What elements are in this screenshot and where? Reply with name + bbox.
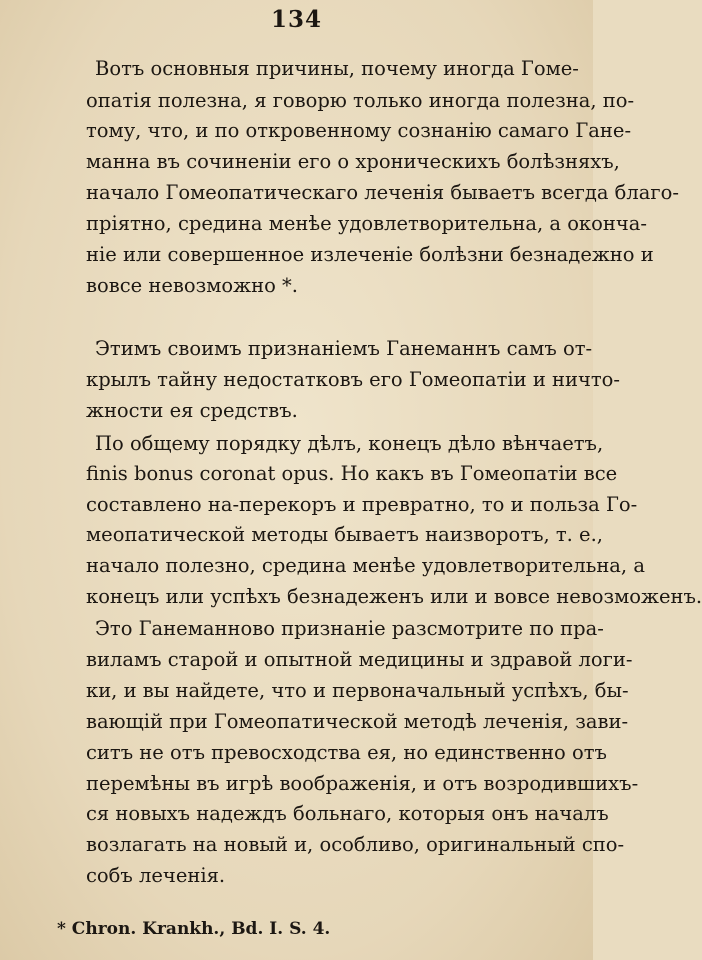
text-line: По общему порядку дѣлъ, конецъ дѣло вѣнчаетъ, [95,432,604,455]
text-line: тому, что, и по откровенному сознанію самаго Гане- [86,119,632,142]
text-line: ся новыхъ надеждъ больнаго, которыя онъ началъ [86,802,609,825]
text-line: начало полезно, средина менѣе удовлетворительна, а [86,554,645,577]
text-line: Вотъ основныя причины, почему иногда Гоме- [95,57,579,80]
page-number: 134 [270,6,322,33]
footnote: * Chron. Krankh., Bd. I. S. 4. [57,919,331,939]
text-line: начало Гомеопатическаго леченія бываетъ всегда благо- [86,181,679,204]
text-line: возлагать на новый и, особливо, оригинальный спо- [86,833,625,856]
text-line: ніе или совершенное излеченіе болѣзни безнадежно и [86,243,654,266]
text-line: жности ея средствъ. [86,399,298,422]
text-line: собъ леченія. [86,864,226,887]
text-line: виламъ старой и опытной медицины и здравой логи- [86,648,633,671]
text-line: пріятно, средина менѣе удовлетворительна, а оконча- [86,212,647,235]
text-line: конецъ или успѣхъ безнадеженъ или и вовсе невозможенъ. [86,585,702,608]
text-line: манна въ сочиненіи его о хроническихъ болѣзняхъ, [86,150,620,173]
text-line: ки, и вы найдете, что и первоначальный успѣхъ, бы- [86,679,629,702]
text-line: finis bonus coronat opus. Но какъ въ Гомеопатіи все [86,462,618,485]
text-line: опатія полезна, я говорю только иногда полезна, по- [86,89,635,112]
text-line: ситъ не отъ превосходства ея, но единственно отъ [86,741,607,764]
text-line: Это Ганеманново признаніе разсмотрите по пра- [95,617,604,640]
text-line: меопатической методы бываетъ наизворотъ, т. е., [86,523,603,546]
text-line: вовсе невозможно *. [86,274,298,297]
text-line: перемѣны въ игрѣ воображенія, и отъ возродившихъ- [86,772,639,795]
text-line: крылъ тайну недостатковъ его Гомеопатіи и ничто- [86,368,621,391]
text-line: Этимъ своимъ признаніемъ Ганеманнъ самъ от- [95,337,593,360]
text-line: вающій при Гомеопатической методѣ леченія, зави- [86,710,629,733]
text-line: составлено на-перекоръ и превратно, то и польза Го- [86,493,638,516]
